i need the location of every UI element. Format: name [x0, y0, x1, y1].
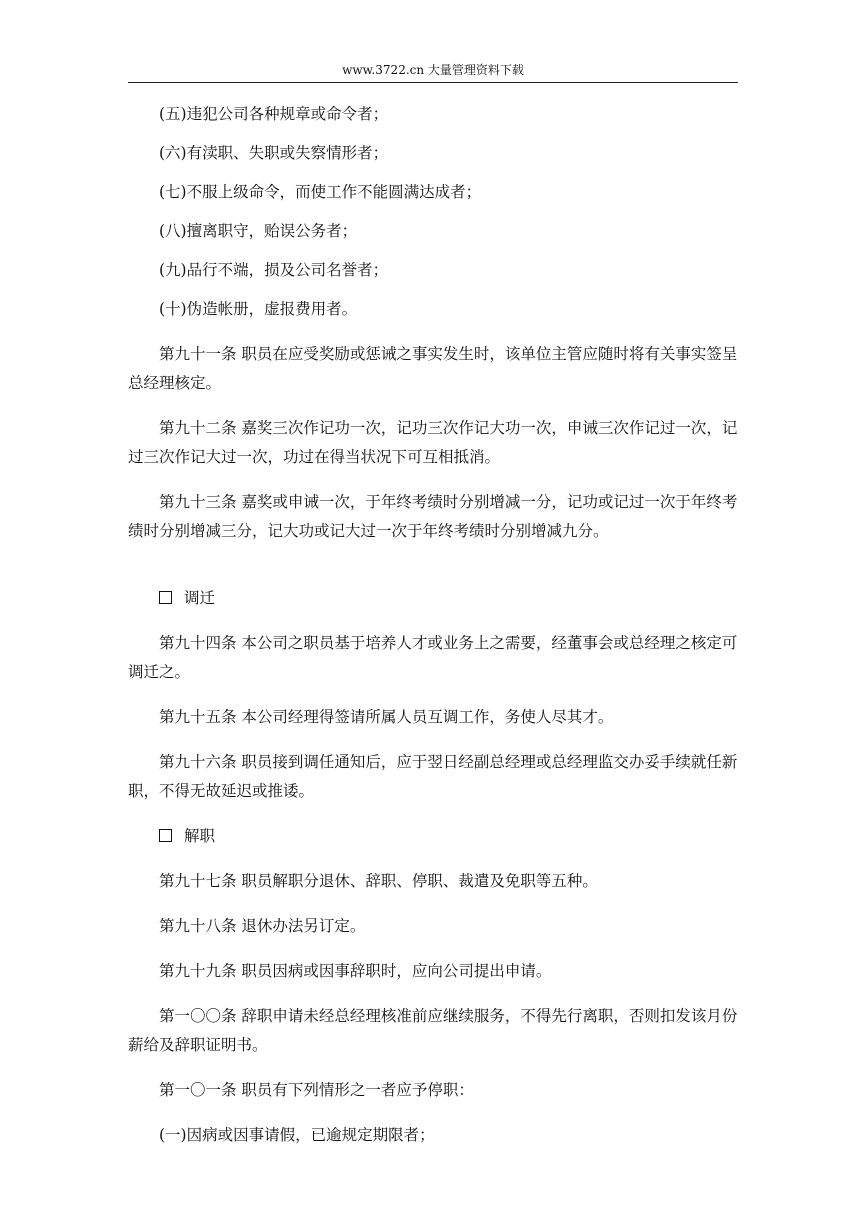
list-item: (九)品行不端，损及公司名誉者； [159, 261, 389, 279]
section-title: 调迁 [184, 589, 216, 607]
article-91: 第九十一条 职员在应受奖励或惩诫之事实发生时，该单位主管应随时将有关事实签呈总经理核定。 [128, 345, 738, 392]
checkbox-square-icon [159, 829, 172, 842]
article-93: 第九十三条 嘉奖或申诫一次，于年终考绩时分别增减一分，记功或记过一次于年终考绩时分别增减三分，记大功或记大过一次于年终考绩时分别增减九分。 [128, 493, 738, 540]
article-100: 第一〇〇条 辞职申请未经总经理核准前应继续服务，不得先行离职，否则扣发该月份薪给及辞职证明书。 [128, 1007, 738, 1054]
article-92: 第九十二条 嘉奖三次作记功一次，记功三次作记大功一次，申诫三次作记过一次，记过三次作记大过一次，功过在得当状况下可互相抵消。 [128, 419, 738, 466]
list-item: (六)有渎职、失职或失察情形者； [159, 144, 389, 162]
section-heading-transfer [128, 584, 740, 613]
list-item: (八)擅离职守，贻误公务者； [159, 222, 358, 240]
checkbox-square-icon [159, 591, 172, 604]
article-98: 第九十八条 退休办法另订定。 [159, 917, 366, 935]
section-title: 解职 [184, 827, 216, 845]
article-97: 第九十七条 职员解职分退休、辞职、停职、裁遣及免职等五种。 [159, 872, 598, 890]
article-101: 第一〇一条 职员有下列情形之一者应予停职： [159, 1081, 474, 1099]
article-94: 第九十四条 本公司之职员基于培养人才或业务上之需要，经董事会或总经理之核定可调迁之。 [128, 634, 738, 681]
article-99: 第九十九条 职员因病或因事辞职时，应向公司提出申请。 [159, 962, 552, 980]
page-header: www.3722.cn 大量管理资料下载 [128, 60, 738, 83]
article-95: 第九十五条 本公司经理得签请所属人员互调工作，务使人尽其才。 [159, 708, 614, 726]
list-item: (七)不服上级命令，而使工作不能圆满达成者； [159, 183, 482, 201]
list-item: (五)违犯公司各种规章或命令者； [159, 105, 389, 123]
section-heading-leave [128, 822, 740, 851]
list-item: (一)因病或因事请假，已逾规定期限者； [159, 1126, 435, 1144]
list-item: (十)伪造帐册，虚报费用者。 [159, 300, 358, 318]
document-body [128, 100, 740, 1150]
article-96: 第九十六条 职员接到调任通知后，应于翌日经副总经理或总经理监交办妥手续就任新职，不得无故延迟或推诿。 [128, 753, 738, 800]
